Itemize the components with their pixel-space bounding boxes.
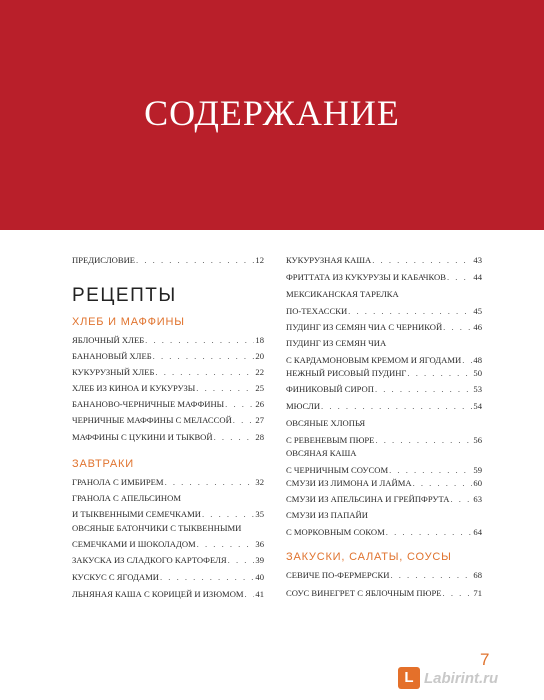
toc-entry[interactable]: КУКУРУЗНЫЙ ХЛЕБ . . . 22 [72,367,264,378]
toc-entry[interactable]: ОВСЯНЫЕ БАТОНЧИКИ С ТЫКВЕННЫМИ СЕМЕЧКАМИ И ШОКОЛАДОМ . . . 36 [72,523,264,550]
toc-entry[interactable]: НЕЖНЫЙ РИСОВЫЙ ПУДИНГ . . . 50 [286,368,482,379]
toc-entry[interactable]: БАНАНОВО-ЧЕРНИЧНЫЕ МАФФИНЫ . . . 26 [72,399,264,410]
toc-entry[interactable]: ЯБЛОЧНЫЙ ХЛЕБ . . . 18 [72,335,264,346]
watermark [398,664,528,692]
toc-entry[interactable]: ГРАНОЛА С ИМБИРЕМ . . . 32 [72,477,264,488]
toc-entry[interactable]: МАФФИНЫ С ЦУКИНИ И ТЫКВОЙ . . . 28 [72,432,264,443]
labirint-logo-icon: L [398,667,420,689]
toc-entry[interactable]: БАНАНОВЫЙ ХЛЕБ . . . 20 [72,351,264,362]
toc-entry[interactable]: ОВСЯНАЯ КАША С ЧЕРНИЧНЫМ СОУСОМ . . . 59 [286,448,482,476]
toc-entry[interactable]: ЧЕРНИЧНЫЕ МАФФИНЫ С МЕЛАССОЙ . . . 27 [72,415,264,426]
toc-entry[interactable]: СМУЗИ ИЗ ЛИМОНА И ЛАЙМА . . . 60 [286,478,482,489]
section-heading-bread: ХЛЕБ И МАФФИНЫ [72,316,185,328]
toc-entry[interactable]: ЛЬНЯНАЯ КАША С КОРИЦЕЙ И ИЗЮМОМ . . . 41 [72,589,264,600]
toc-entry[interactable]: ПУДИНГ ИЗ СЕМЯН ЧИА С КАРДАМОНОВЫМ КРЕМОМ И ЯГОДАМИ . . . 48 [286,338,482,366]
toc-entry[interactable]: ФИНИКОВЫЙ СИРОП . . . 53 [286,384,482,395]
toc-entry[interactable]: МЮСЛИ . . . 54 [286,401,482,412]
toc-entry[interactable]: КУСКУС С ЯГОДАМИ . . . 40 [72,572,264,583]
toc-entry[interactable]: ФРИТТАТА ИЗ КУКУРУЗЫ И КАБАЧКОВ . . . 44 [286,272,482,283]
title-banner [0,0,544,230]
section-heading-snacks: ЗАКУСКИ, САЛАТЫ, СОУСЫ [286,551,452,563]
page-number: 7 [480,650,490,669]
toc-entry[interactable]: МЕКСИКАНСКАЯ ТАРЕЛКА ПО-ТЕХАССКИ . . . 45 [286,289,482,317]
watermark-text: Labirint.ru [424,669,499,687]
section-heading-recipes: РЕЦЕПТЫ [72,285,177,306]
section-heading-breakfast: ЗАВТРАКИ [72,458,134,470]
toc-entry[interactable]: ОВСЯНЫЕ ХЛОПЬЯ С РЕВЕНЕВЫМ ПЮРЕ . . . 56 [286,418,482,446]
toc-entry[interactable]: СМУЗИ ИЗ ПАПАЙИ С МОРКОВНЫМ СОКОМ . . . 64 [286,510,482,538]
toc-entry[interactable]: СОУС ВИНЕГРЕТ С ЯБЛОЧНЫМ ПЮРЕ . . . 71 [286,588,482,599]
toc-entry[interactable]: СЕВИЧЕ ПО-ФЕРМЕРСКИ . . . 68 [286,570,482,581]
toc-entry[interactable]: ГРАНОЛА С АПЕЛЬСИНОМ И ТЫКВЕННЫМИ СЕМЕЧКАМИ . . . 35 [72,493,264,520]
toc-entry[interactable]: ХЛЕБ ИЗ КИНОА И КУКУРУЗЫ . . . 25 [72,383,264,394]
page-title: СОДЕРЖАНИЕ [144,93,400,133]
toc-entry[interactable]: ЗАКУСКА ИЗ СЛАДКОГО КАРТОФЕЛЯ . . . 39 [72,555,264,566]
toc-entry[interactable]: СМУЗИ ИЗ АПЕЛЬСИНА И ГРЕЙПФРУТА . . . 63 [286,494,482,505]
toc-entry[interactable]: ПУДИНГ ИЗ СЕМЯН ЧИА С ЧЕРНИКОЙ . . . 46 [286,322,482,333]
toc-entry[interactable]: КУКУРУЗНАЯ КАША . . . 43 [286,255,482,266]
toc-entry[interactable]: ПРЕДИСЛОВИЕ . . . 12 [72,255,264,266]
